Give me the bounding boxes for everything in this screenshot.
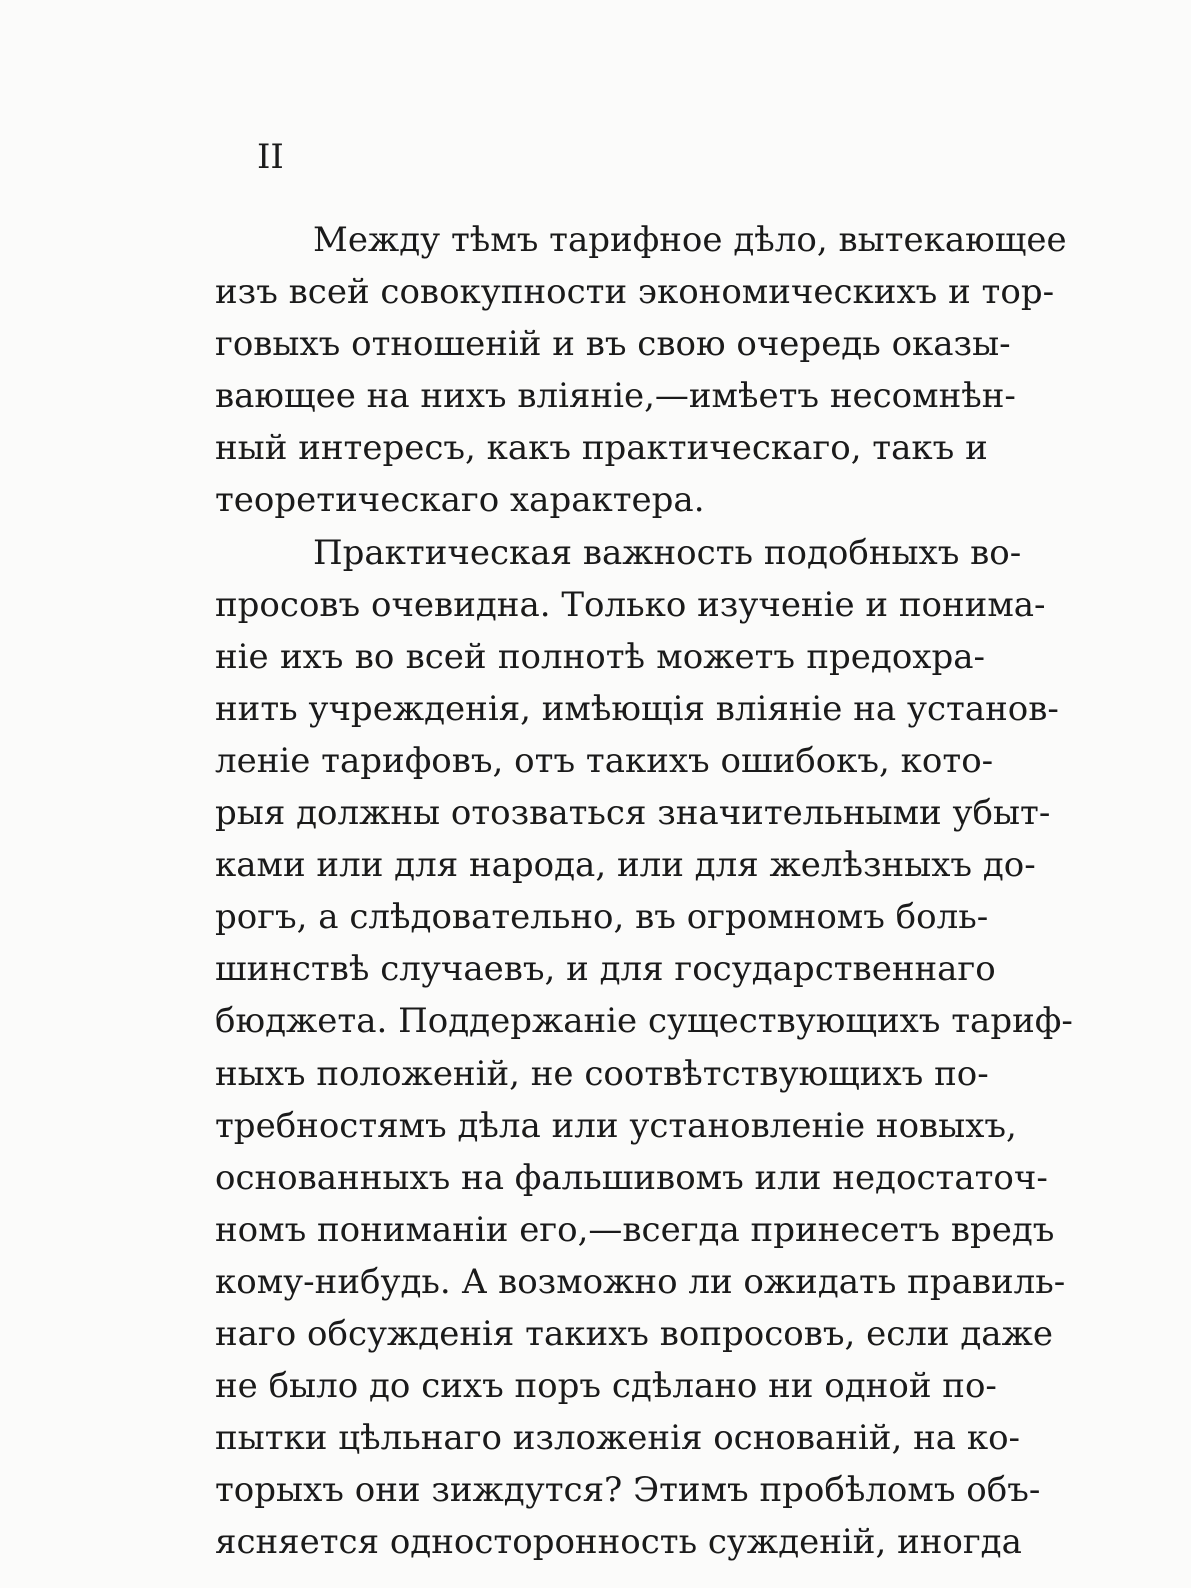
paragraph-2 — [215, 527, 1073, 1569]
text-line: изъ всей совокупности экономическихъ и тор- — [215, 272, 1055, 313]
text-line: номъ пониманiи его,—всегда принесетъ вредъ — [215, 1209, 1055, 1250]
text-line: основанныхъ на фальшивомъ или недостаточ- — [215, 1157, 1048, 1198]
text-line: торыхъ они зиждутся? Этимъ пробѣломъ объ- — [215, 1470, 1041, 1511]
text-line: ками или для народа, или для желѣзныхъ до- — [215, 845, 1036, 886]
text-line: кому-нибудь. А возможно ли ожидать правиль- — [215, 1261, 1066, 1302]
text-line: не было до сихъ поръ сдѣлано ни одной по- — [215, 1366, 997, 1407]
text-line: рогъ, а слѣдовательно, въ огромномъ боль- — [215, 897, 989, 938]
page-number: II — [257, 137, 284, 177]
body-text — [215, 214, 1073, 1568]
text-line: требностямъ дѣла или установленiе новыхъ, — [215, 1105, 1017, 1146]
text-line: ясняется односторонность сужденiй, иногда — [215, 1522, 1022, 1563]
paragraph-1 — [215, 214, 1067, 527]
text-line: ленiе тарифовъ, отъ такихъ ошибокъ, кото- — [215, 740, 994, 781]
text-line: ныхъ положенiй, не соотвѣтствующихъ по- — [215, 1053, 989, 1094]
text-line: просовъ очевидна. Только изученiе и понима- — [215, 584, 1046, 625]
text-line: шинствѣ случаевъ, и для государственнаго — [215, 949, 996, 990]
text-line: теоретическаго характера. — [215, 480, 705, 521]
text-line: наго обсужденiя такихъ вопросовъ, если даже — [215, 1313, 1053, 1354]
text-line: нить учрежденiя, имѣющiя влiянiе на установ- — [215, 688, 1059, 729]
text-line: ный интересъ, какъ практическаго, такъ и — [215, 428, 988, 469]
text-line: нiе ихъ во всей полнотѣ можетъ предохра- — [215, 636, 985, 677]
text-line: пытки цѣльнаго изложенiя основанiй, на ко- — [215, 1418, 1021, 1459]
text-line: Между тѣмъ тарифное дѣло, вытекающее — [313, 220, 1067, 260]
text-line: вающее на нихъ влiянiе,—имѣетъ несомнѣн- — [215, 376, 1016, 417]
text-line: рыя должны отозваться значительными убыт- — [215, 793, 1051, 834]
text-line: говыхъ отношенiй и въ свою очередь оказы- — [215, 324, 1011, 365]
text-line: Практическая важность подобныхъ во- — [313, 532, 1022, 573]
text-line: бюджета. Поддержанiе существующихъ тариф- — [215, 1001, 1073, 1042]
